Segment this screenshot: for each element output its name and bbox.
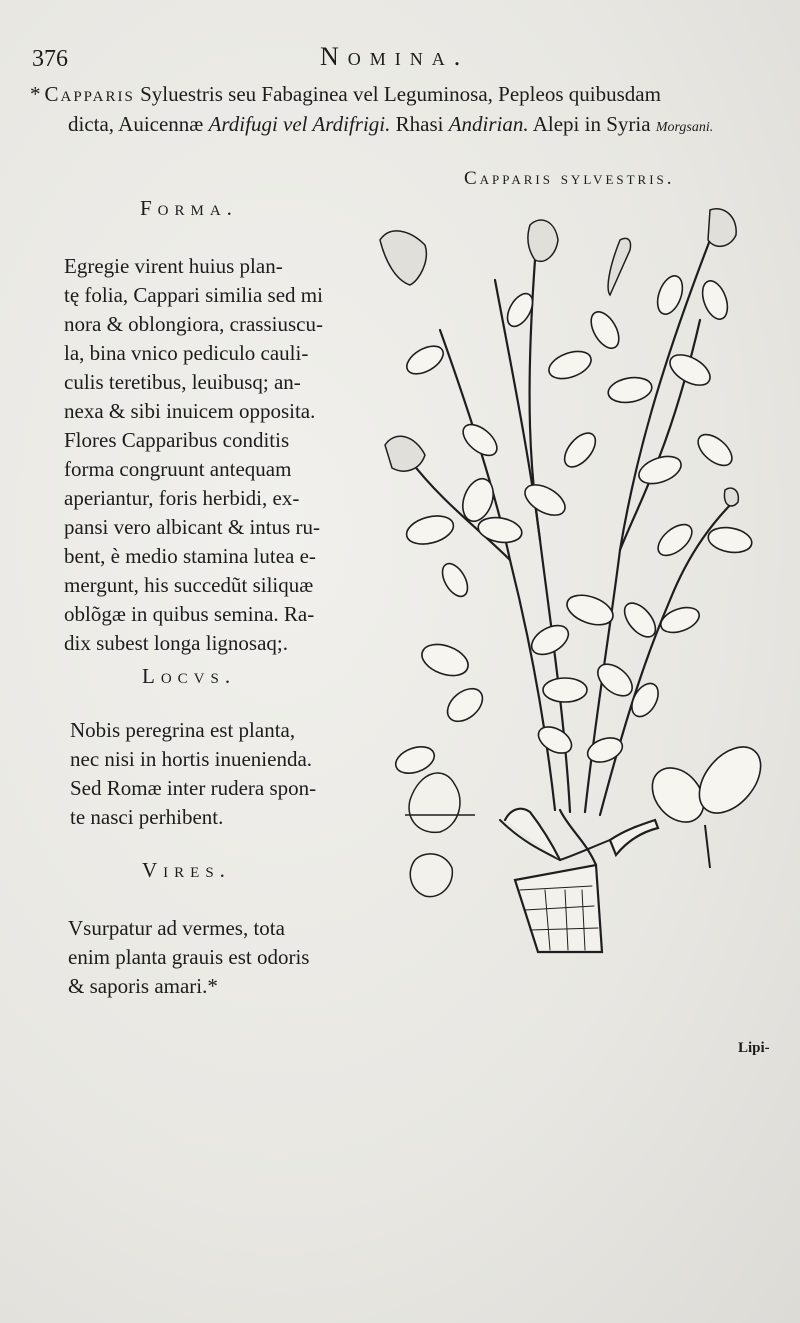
catchword: Lipi- [738, 1040, 770, 1056]
heading-text-e: Alepi in Syria [528, 112, 656, 136]
text-line: la, bina vnico pediculo cauli- [64, 341, 309, 365]
entry-heading-line-2 [68, 112, 713, 137]
heading-text-b: Ardifugi vel Ardifrigi. [208, 112, 391, 136]
text-line: Egregie virent huius plan- [64, 254, 283, 278]
paragraph-forma [64, 252, 344, 658]
text-line: nora & oblongiora, crassiuscu- [64, 312, 323, 336]
text-line: aperiantur, foris herbidi, ex- [64, 486, 300, 510]
text-line: Nobis peregrina est planta, [70, 718, 296, 742]
show-through-text [400, 1040, 700, 1250]
heading-caps: Capparis [44, 82, 135, 106]
text-line: bent, è medio stamina lutea e- [64, 544, 316, 568]
figure-caption: Capparis sylvestris. [464, 168, 675, 189]
text-line: dix subest longa lignosaq;. [64, 631, 288, 655]
text-line: oblõgæ in quibus semina. Ra- [64, 602, 315, 626]
section-title-locus: Locvs. [142, 664, 237, 688]
section-title-vires: Vires. [142, 858, 231, 882]
text-line: nexa & sibi inuicem opposita. [64, 399, 316, 423]
heading-text-a: dicta, Auicennæ [68, 112, 209, 136]
text-line: culis teretibus, leuibusq; an- [64, 370, 301, 394]
text-line: nec nisi in hortis inuenienda. [70, 747, 313, 771]
text-line: tę folia, Cappari similia sed mi [64, 283, 323, 307]
text-line: Sed Romæ inter rudera spon- [70, 776, 317, 800]
text-line: mergunt, his succedũt siliquæ [64, 573, 314, 597]
text-line: & saporis amari.* [68, 974, 218, 998]
section-title-forma: Forma. [140, 196, 238, 220]
heading-rest: Syluestris seu Fabaginea vel Leguminosa, Pepleos quibusdam [134, 82, 661, 106]
woodcut-plant-illustration [370, 200, 770, 970]
running-title: Nomina. [320, 42, 470, 71]
text-line: pansi vero albicant & intus ru- [64, 515, 321, 539]
entry-heading-line-1 [30, 82, 661, 107]
text-line: te nasci perhibent. [70, 805, 224, 829]
paragraph-vires [68, 914, 348, 1001]
text-line: Flores Capparibus conditis [64, 428, 290, 452]
paragraph-locus [70, 716, 350, 832]
text-line: forma congruunt antequam [64, 457, 292, 481]
page-number: 376 [32, 46, 68, 72]
asterisk-marker: * [30, 82, 41, 106]
text-line: enim planta grauis est odoris [68, 945, 310, 969]
heading-text-f: Morgsani. [655, 120, 714, 135]
text-line: Vsurpatur ad vermes, tota [68, 916, 285, 940]
heading-text-d: Andirian. [448, 112, 529, 136]
heading-text-c: Rhasi [390, 112, 449, 136]
